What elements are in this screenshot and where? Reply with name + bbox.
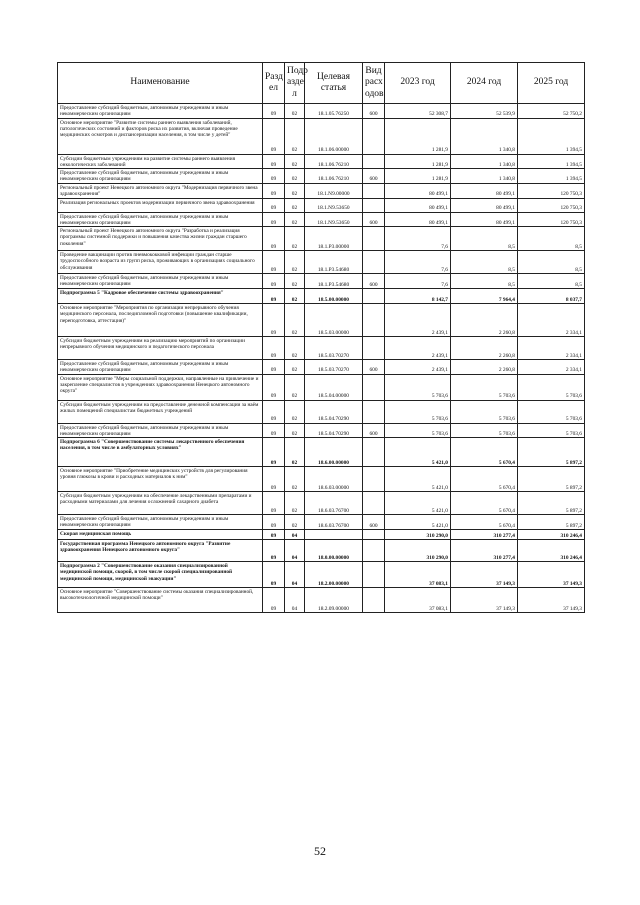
row-target-article: 18.1.05.76250	[305, 104, 363, 119]
row-target-article: 18.1.06.76210	[305, 169, 363, 184]
row-subsection: 02	[285, 304, 305, 337]
row-amount-2025: 1 394,5	[518, 154, 585, 169]
table-row	[58, 198, 585, 212]
row-amount-2025: 52 750,2	[518, 104, 585, 119]
row-expense-type	[363, 588, 385, 613]
row-amount-2024: 5 670,4	[451, 467, 518, 492]
row-target-article: 18.5.00.00000	[305, 289, 363, 304]
row-section: 09	[263, 515, 285, 530]
table-row	[58, 304, 585, 337]
row-amount-2024: 5 703,6	[451, 374, 518, 400]
row-name: Субсидии бюджетным учреждениям на предоставление денежной компенсации за наём жилых помещений специалистам бюджетных учреждений	[58, 400, 263, 423]
row-section: 09	[263, 540, 285, 562]
row-name: Предоставление субсидий бюджетным, автономным учреждениям и иным некоммерческим организациям	[58, 515, 263, 530]
row-target-article: 18.1.P3.00000	[305, 227, 363, 251]
row-name: Предоставление субсидий бюджетным, автономным учреждениям и иным некоммерческим организациям	[58, 169, 263, 184]
row-section: 09	[263, 400, 285, 423]
row-target-article: 18.1.N9.53650	[305, 198, 363, 212]
row-amount-2023: 1 281,9	[385, 154, 451, 169]
row-name: Подпрограмма 5 "Кадровое обеспечение системы здравоохранения"	[58, 289, 263, 304]
row-target-article: 18.6.00.00000	[305, 438, 363, 467]
row-section: 09	[263, 374, 285, 400]
row-amount-2024: 1 340,8	[451, 169, 518, 184]
row-section: 09	[263, 562, 285, 588]
table-row	[58, 492, 585, 515]
header-year-2025: 2025 год	[518, 63, 585, 104]
row-amount-2023: 2 439,1	[385, 337, 451, 360]
row-section: 09	[263, 274, 285, 289]
row-amount-2024: 1 340,8	[451, 118, 518, 154]
row-expense-type	[363, 304, 385, 337]
row-amount-2023: 5 421,0	[385, 492, 451, 515]
row-amount-2025: 120 750,3	[518, 183, 585, 198]
table-row	[58, 530, 585, 540]
row-amount-2023: 2 439,1	[385, 304, 451, 337]
row-section: 09	[263, 212, 285, 227]
header-target-article: Целевая статья	[305, 63, 363, 104]
row-amount-2025: 8 037,7	[518, 289, 585, 304]
row-name: Подпрограмма 2 "Совершенствование оказания специализированной медицинской помощи, скорой, в том числе скорой специализированной медицинской помощи, медицинской эвакуации"	[58, 562, 263, 588]
header-year-2023: 2023 год	[385, 63, 451, 104]
row-target-article: 18.2.00.00000	[305, 562, 363, 588]
row-subsection: 02	[285, 492, 305, 515]
row-amount-2025: 5 703,6	[518, 423, 585, 438]
row-section: 09	[263, 492, 285, 515]
table-row	[58, 515, 585, 530]
row-name: Основное мероприятие "Приобретение медицинских устройств для регулирования уровня глюкозы в крови и расходных материалов к ним"	[58, 467, 263, 492]
row-subsection: 04	[285, 540, 305, 562]
row-amount-2023: 7,6	[385, 227, 451, 251]
row-name: Предоставление субсидий бюджетным, автономным учреждениям и иным некоммерческим организациям	[58, 104, 263, 119]
row-subsection: 04	[285, 530, 305, 540]
row-amount-2023: 52 308,7	[385, 104, 451, 119]
row-expense-type: 600	[363, 515, 385, 530]
row-amount-2024: 80 499,1	[451, 183, 518, 198]
row-expense-type	[363, 118, 385, 154]
row-section: 09	[263, 169, 285, 184]
row-amount-2025: 5 703,6	[518, 374, 585, 400]
row-subsection: 02	[285, 104, 305, 119]
row-target-article	[305, 530, 363, 540]
row-amount-2023: 5 703,6	[385, 400, 451, 423]
row-amount-2023: 37 083,1	[385, 562, 451, 588]
row-expense-type	[363, 183, 385, 198]
row-section: 09	[263, 467, 285, 492]
row-section: 09	[263, 304, 285, 337]
budget-table	[57, 62, 585, 613]
row-amount-2024: 310 277,4	[451, 540, 518, 562]
row-section: 09	[263, 337, 285, 360]
row-name: Основное мероприятие "Мероприятия по организации непрерывного обучения медицинского персонала, последипломной подготовки (повышение квалификации, переподготовка, аттестация)"	[58, 304, 263, 337]
row-subsection: 02	[285, 198, 305, 212]
row-amount-2023: 2 439,1	[385, 360, 451, 375]
table-row	[58, 467, 585, 492]
row-amount-2025: 310 246,4	[518, 530, 585, 540]
row-amount-2024: 80 499,1	[451, 198, 518, 212]
row-subsection: 02	[285, 227, 305, 251]
row-section: 09	[263, 183, 285, 198]
row-amount-2024: 2 260,8	[451, 304, 518, 337]
row-subsection: 02	[285, 212, 305, 227]
row-subsection: 02	[285, 118, 305, 154]
table-row	[58, 438, 585, 467]
row-expense-type	[363, 289, 385, 304]
row-subsection: 02	[285, 169, 305, 184]
page-number: 52	[314, 844, 326, 858]
row-amount-2025: 8,5	[518, 251, 585, 274]
row-expense-type	[363, 438, 385, 467]
row-target-article: 18.5.04.70290	[305, 423, 363, 438]
row-target-article: 18.1.N9.53650	[305, 212, 363, 227]
row-name: Основное мероприятие "Совершенствование системы оказания специализированной, высокотехнологичной медицинской помощи"	[58, 588, 263, 613]
row-amount-2024: 5 670,4	[451, 438, 518, 467]
row-expense-type: 600	[363, 169, 385, 184]
row-name: Субсидии бюджетным учреждениям на реализацию мероприятий по организации непрерывного обучения медицинского и педагогического персонала	[58, 337, 263, 360]
row-name: Региональный проект Ненецкого автономного округа "Разработка и реализация программы системной поддержки и повышения качества жизни граждан старшего поколения"	[58, 227, 263, 251]
row-target-article: 18.1.06.00000	[305, 118, 363, 154]
row-section: 09	[263, 227, 285, 251]
row-target-article: 18.1.P3.54680	[305, 251, 363, 274]
row-section: 09	[263, 198, 285, 212]
row-expense-type	[363, 400, 385, 423]
row-amount-2025: 1 394,5	[518, 169, 585, 184]
row-section: 09	[263, 530, 285, 540]
row-expense-type	[363, 540, 385, 562]
row-name: Предоставление субсидий бюджетным, автономным учреждениям и иным некоммерческим организациям	[58, 423, 263, 438]
row-expense-type: 600	[363, 212, 385, 227]
row-amount-2023: 7,6	[385, 274, 451, 289]
row-subsection: 04	[285, 588, 305, 613]
header-name: Наименование	[58, 63, 263, 104]
row-expense-type	[363, 154, 385, 169]
row-expense-type	[363, 251, 385, 274]
row-subsection: 02	[285, 274, 305, 289]
row-amount-2024: 37 149,3	[451, 562, 518, 588]
row-amount-2025: 8,5	[518, 227, 585, 251]
row-subsection: 02	[285, 400, 305, 423]
row-amount-2025: 2 334,1	[518, 304, 585, 337]
row-amount-2025: 2 334,1	[518, 337, 585, 360]
row-subsection: 02	[285, 360, 305, 375]
row-amount-2023: 5 421,0	[385, 467, 451, 492]
row-amount-2024: 5 703,6	[451, 400, 518, 423]
table-row	[58, 274, 585, 289]
row-target-article: 18.5.03.70270	[305, 360, 363, 375]
row-amount-2023: 80 499,1	[385, 183, 451, 198]
row-name: Предоставление субсидий бюджетным, автономным учреждениям и иным некоммерческим организациям	[58, 274, 263, 289]
row-amount-2025: 5 897,2	[518, 467, 585, 492]
row-subsection: 02	[285, 467, 305, 492]
row-name: Подпрограмма 6 "Совершенствование системы лекарственного обеспечения населения, в том числе в амбулаторных условиях"	[58, 438, 263, 467]
row-name: Государственная программа Ненецкого автономного округа "Развитие здравоохранения Ненецкого автономного округа"	[58, 540, 263, 562]
header-section: Разд ел	[263, 63, 285, 104]
row-subsection: 02	[285, 183, 305, 198]
row-expense-type	[363, 467, 385, 492]
row-amount-2024: 5 670,4	[451, 492, 518, 515]
row-name: Реализация региональных проектов модернизации первичного звена здравоохранения	[58, 198, 263, 212]
row-subsection: 02	[285, 423, 305, 438]
row-amount-2023: 5 703,6	[385, 423, 451, 438]
row-name: Основное мероприятие "Меры социальной поддержки, направленные на привлечение и закрепление специалистов в учреждениях здравоохранения Ненецкого автономного округа"	[58, 374, 263, 400]
header-subsection: Подр азде л	[285, 63, 305, 104]
row-subsection: 02	[285, 337, 305, 360]
row-amount-2024: 52 539,9	[451, 104, 518, 119]
row-amount-2025: 2 334,1	[518, 360, 585, 375]
row-amount-2024: 5 670,4	[451, 515, 518, 530]
row-target-article: 18.0.00.00000	[305, 540, 363, 562]
row-amount-2025: 5 897,2	[518, 515, 585, 530]
row-subsection: 02	[285, 438, 305, 467]
row-amount-2025: 1 394,5	[518, 118, 585, 154]
table-row	[58, 154, 585, 169]
table-row	[58, 227, 585, 251]
row-amount-2024: 5 703,6	[451, 423, 518, 438]
row-amount-2023: 80 499,1	[385, 198, 451, 212]
row-target-article: 18.5.03.70270	[305, 337, 363, 360]
row-amount-2023: 8 142,7	[385, 289, 451, 304]
row-section: 09	[263, 360, 285, 375]
table-row	[58, 374, 585, 400]
row-amount-2023: 80 499,1	[385, 212, 451, 227]
table-row	[58, 337, 585, 360]
table-row	[58, 104, 585, 119]
row-amount-2024: 2 260,8	[451, 337, 518, 360]
row-amount-2023: 5 703,6	[385, 374, 451, 400]
row-expense-type	[363, 530, 385, 540]
row-expense-type: 600	[363, 104, 385, 119]
table-row	[58, 540, 585, 562]
table-header-row	[58, 63, 585, 104]
row-amount-2025: 8,5	[518, 274, 585, 289]
row-target-article: 18.2.09.00000	[305, 588, 363, 613]
row-amount-2023: 1 281,9	[385, 169, 451, 184]
row-amount-2024: 2 260,8	[451, 360, 518, 375]
row-amount-2023: 310 290,0	[385, 540, 451, 562]
row-amount-2024: 37 149,3	[451, 588, 518, 613]
row-name: Предоставление субсидий бюджетным, автономным учреждениям и иным некоммерческим организациям	[58, 360, 263, 375]
row-amount-2024: 8,5	[451, 274, 518, 289]
row-amount-2025: 5 897,2	[518, 492, 585, 515]
row-subsection: 02	[285, 515, 305, 530]
row-name: Субсидии бюджетным учреждениям на обеспечение лекарственными препаратами и расходными материалами для лечения осложнений сахарного диабета	[58, 492, 263, 515]
row-amount-2024: 310 277,4	[451, 530, 518, 540]
row-amount-2023: 5 421,0	[385, 438, 451, 467]
row-amount-2023: 37 083,1	[385, 588, 451, 613]
row-name: Субсидии бюджетным учреждениям на развитие системы раннего выявления онкологических заболеваний	[58, 154, 263, 169]
row-amount-2024: 8,5	[451, 227, 518, 251]
row-name: Основное мероприятие "Развитие системы раннего выявления заболеваний, патологических состояний и факторов риска их развития, включая проведение медицинских осмотров и диспансеризации населения, в том числе у детей"	[58, 118, 263, 154]
row-target-article: 18.6.03.00000	[305, 467, 363, 492]
row-amount-2024: 80 499,1	[451, 212, 518, 227]
row-expense-type	[363, 492, 385, 515]
header-expense-type: Вид расх одов	[363, 63, 385, 104]
row-section: 09	[263, 154, 285, 169]
row-target-article: 18.1.P3.54680	[305, 274, 363, 289]
row-amount-2024: 1 340,8	[451, 154, 518, 169]
row-section: 09	[263, 423, 285, 438]
row-section: 09	[263, 289, 285, 304]
row-target-article: 18.6.03.76700	[305, 492, 363, 515]
table-body	[58, 104, 585, 613]
row-subsection: 02	[285, 251, 305, 274]
row-amount-2023: 7,6	[385, 251, 451, 274]
row-expense-type	[363, 198, 385, 212]
row-amount-2024: 8,5	[451, 251, 518, 274]
row-expense-type: 600	[363, 274, 385, 289]
row-subsection: 02	[285, 154, 305, 169]
row-target-article: 18.5.04.70290	[305, 400, 363, 423]
row-name: Региональный проект Ненецкого автономного округа "Модернизация первичного звена здравоохранения"	[58, 183, 263, 198]
table-row	[58, 562, 585, 588]
row-name: Проведение вакцинации против пневмококковой инфекции граждан старше трудоспособного возраста из групп риска, проживающих в организациях социального обслуживания	[58, 251, 263, 274]
row-amount-2025: 310 246,4	[518, 540, 585, 562]
row-subsection: 02	[285, 374, 305, 400]
table-row	[58, 423, 585, 438]
row-target-article: 18.5.03.00000	[305, 304, 363, 337]
row-amount-2025: 120 750,3	[518, 212, 585, 227]
table-row	[58, 169, 585, 184]
row-section: 09	[263, 104, 285, 119]
row-amount-2025: 5 897,2	[518, 438, 585, 467]
row-name: Предоставление субсидий бюджетным, автономным учреждениям и иным некоммерческим организациям	[58, 212, 263, 227]
row-expense-type	[363, 337, 385, 360]
table-row	[58, 588, 585, 613]
row-expense-type	[363, 374, 385, 400]
row-section: 09	[263, 118, 285, 154]
row-amount-2025: 120 750,3	[518, 198, 585, 212]
row-expense-type: 600	[363, 423, 385, 438]
row-target-article: 18.5.04.00000	[305, 374, 363, 400]
row-expense-type	[363, 227, 385, 251]
row-amount-2023: 1 281,9	[385, 118, 451, 154]
row-target-article: 18.1.N9.00000	[305, 183, 363, 198]
row-amount-2024: 7 964,4	[451, 289, 518, 304]
row-subsection: 02	[285, 289, 305, 304]
row-name: Скорая медицинская помощь	[58, 530, 263, 540]
row-expense-type	[363, 562, 385, 588]
header-year-2024: 2024 год	[451, 63, 518, 104]
table-row	[58, 400, 585, 423]
row-amount-2025: 5 703,6	[518, 400, 585, 423]
row-amount-2025: 37 149,3	[518, 588, 585, 613]
table-row	[58, 360, 585, 375]
row-amount-2025: 37 149,3	[518, 562, 585, 588]
row-subsection: 04	[285, 562, 305, 588]
row-expense-type: 600	[363, 360, 385, 375]
row-target-article: 18.6.03.76700	[305, 515, 363, 530]
row-section: 09	[263, 251, 285, 274]
row-section: 09	[263, 438, 285, 467]
row-section: 09	[263, 588, 285, 613]
row-amount-2023: 310 290,0	[385, 530, 451, 540]
table-row	[58, 289, 585, 304]
table-row	[58, 183, 585, 198]
table-row	[58, 118, 585, 154]
row-amount-2023: 5 421,0	[385, 515, 451, 530]
table-row	[58, 212, 585, 227]
table-row	[58, 251, 585, 274]
row-target-article: 18.1.06.76210	[305, 154, 363, 169]
